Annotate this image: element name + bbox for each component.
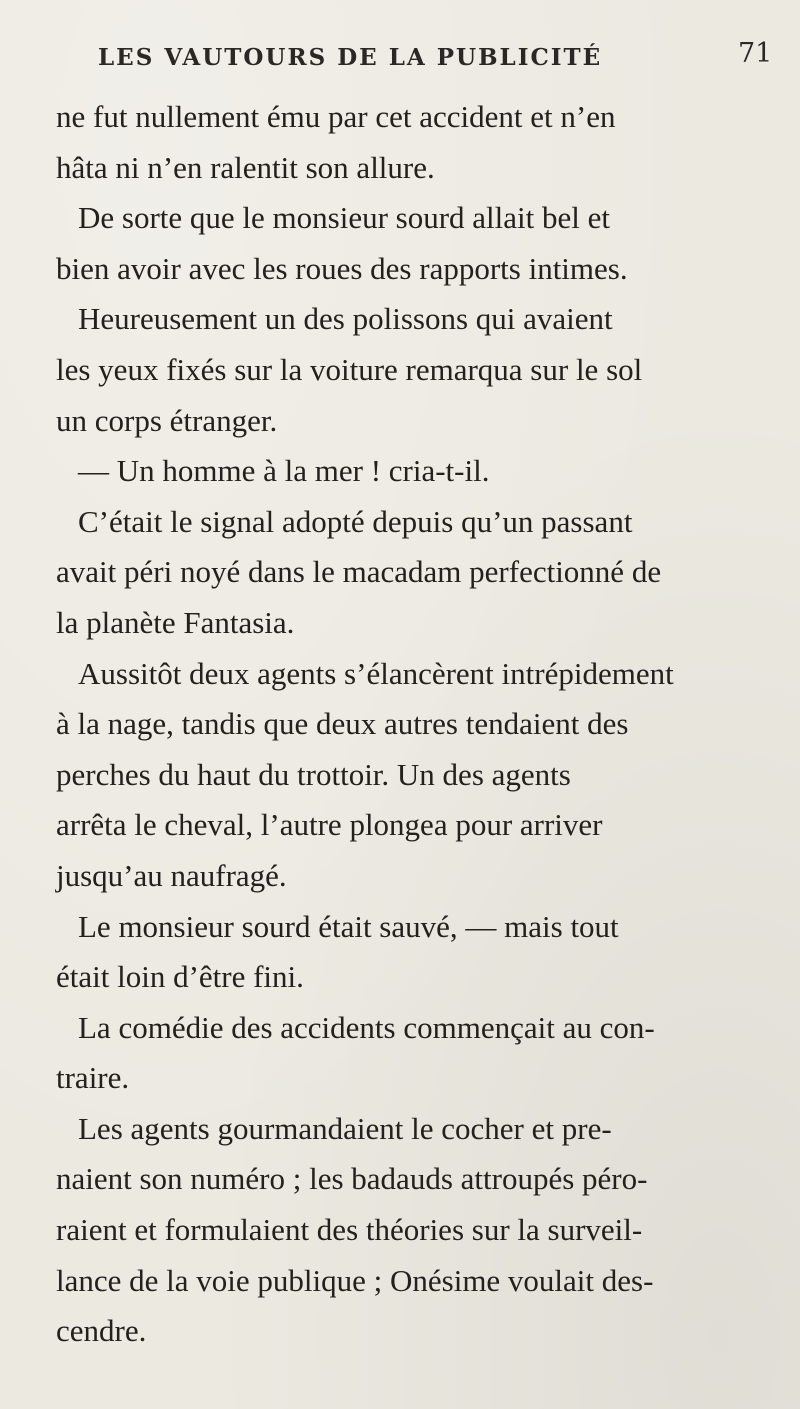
text-line: naient son numéro ; les badauds attroupés péro- (56, 1161, 648, 1197)
text-line: était loin d’être fini. (56, 959, 304, 995)
text-line: Aussitôt deux agents s’élancèrent intrépidement (78, 655, 674, 691)
text-line: lance de la voie publique ; Onésime voulait des- (56, 1262, 654, 1298)
text-line: Le monsieur sourd était sauvé, — mais tout (78, 908, 619, 944)
text-line: Les agents gourmandaient le cocher et pre- (78, 1110, 612, 1146)
text-line: Heureusement un des polissons qui avaient (78, 301, 613, 337)
text-line: jusqu’au naufragé. (56, 857, 287, 893)
text-line: perches du haut du trottoir. Un des agents (56, 756, 571, 792)
text-line: bien avoir avec les roues des rapports intimes. (56, 250, 628, 286)
text-line: traire. (56, 1060, 130, 1096)
text-line: la planète Fantasia. (56, 604, 295, 640)
text-line: De sorte que le monsieur sourd allait bel et (78, 200, 611, 236)
text-line: La comédie des accidents commençait au con- (78, 1009, 655, 1045)
text-line: arrêta le cheval, l’autre plongea pour arriver (56, 807, 603, 843)
text-line: C’était le signal adopté depuis qu’un passant (78, 503, 633, 539)
running-title: LES VAUTOURS DE LA PUBLICITÉ (98, 44, 603, 71)
page-number: 71 (738, 38, 773, 69)
text-line: un corps étranger. (56, 402, 278, 438)
text-line: cendre. (56, 1313, 147, 1349)
text-line: hâta ni n’en ralentit son allure. (56, 149, 435, 185)
text-line: à la nage, tandis que deux autres tendaient des (56, 706, 629, 742)
text-line: ne fut nullement ému par cet accident et n’en (56, 99, 616, 134)
text-line: les yeux fixés sur la voiture remarqua sur le sol (56, 351, 643, 387)
text-line: avait péri noyé dans le macadam perfectionné de (56, 554, 662, 590)
body-text (56, 92, 786, 1357)
text-line: — Un homme à la mer ! cria-t-il. (78, 453, 490, 489)
text-line: raient et formulaient des théories sur la surveil- (56, 1212, 643, 1248)
